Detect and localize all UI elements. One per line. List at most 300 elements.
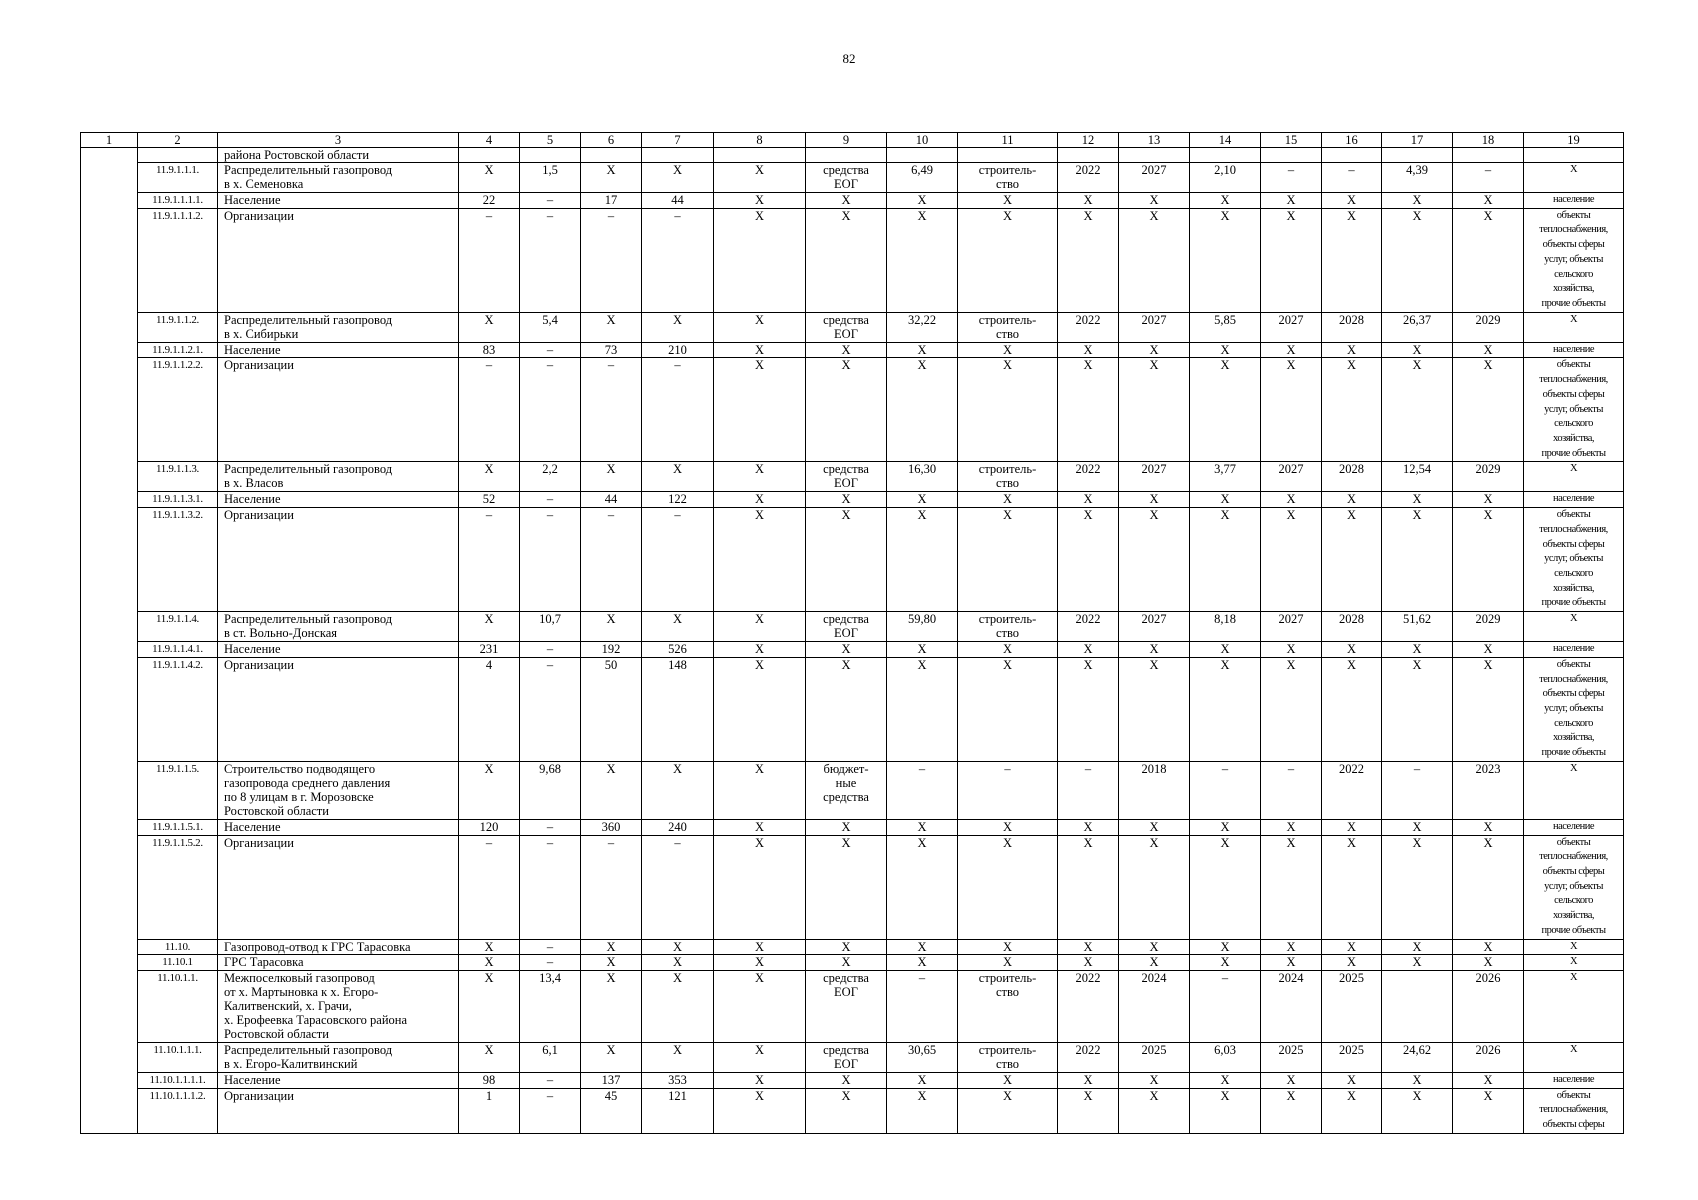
table-cell-col-9: [806, 193, 887, 209]
cell-text-line: 6,49: [911, 163, 933, 177]
table-cell-col-4: [459, 657, 520, 761]
table-cell-col-14: [1190, 642, 1261, 658]
table-row: [81, 148, 1624, 163]
table-cell-col-5: [520, 612, 581, 642]
table-cell-col-19: [1524, 163, 1624, 193]
table-cell-col-11: [958, 508, 1058, 612]
cell-text-line: –: [546, 657, 554, 672]
table-cell-col-16: [1322, 657, 1382, 761]
cell-text-line: ЕОГ: [834, 476, 858, 491]
table-cell-col-18: [1453, 835, 1524, 939]
cell-text-line: Х: [841, 342, 851, 357]
cell-text-line: 2027: [1278, 312, 1304, 327]
cell-text-line: население: [1552, 194, 1595, 205]
table-cell-col-12: [1058, 657, 1119, 761]
table-cell-col-18: [1453, 208, 1524, 312]
table-cell-col-15: [1261, 939, 1322, 955]
cell-text-line: Х: [484, 970, 494, 985]
table-cell-col-13: [1119, 1042, 1190, 1072]
cell-text-line: теплоснабжения,: [1539, 673, 1608, 685]
table-cell-col-11: [958, 358, 1058, 462]
table-cell-col-2: [138, 612, 218, 642]
table-cell-col-11: [958, 462, 1058, 492]
table-cell-col-7: [642, 1042, 714, 1072]
table-cell-col-5: [520, 193, 581, 209]
column-number-7: 7: [642, 133, 714, 148]
table-cell-col-7: [642, 939, 714, 955]
cell-text-line: Х: [1286, 819, 1296, 834]
table-cell-col-14: [1190, 657, 1261, 761]
table-row: [81, 193, 1624, 209]
cell-text-line: 50: [604, 657, 618, 672]
table-cell-col-15: [1261, 970, 1322, 1042]
table-cell-col-14: [1190, 148, 1261, 163]
cell-text-line: Х: [1286, 492, 1296, 507]
cell-text-line: средства: [823, 789, 869, 804]
cell-text-line: 16,30: [907, 462, 937, 477]
table-cell-col-14: [1190, 939, 1261, 955]
table-cell-col-7: [642, 193, 714, 209]
table-cell-col-2: [138, 358, 218, 462]
cell-text-line: 2024: [1278, 970, 1304, 985]
cell-text-line: средства: [823, 312, 869, 327]
table-cell-col-8: [714, 342, 806, 358]
cell-text-line: Х: [1346, 642, 1357, 657]
table-cell-col-9: [806, 657, 887, 761]
table-cell-col-5: [520, 342, 581, 358]
table-cell-col-12: [1058, 612, 1119, 642]
cell-text-line: 98: [482, 1072, 496, 1087]
cell-text-line: Х: [754, 835, 765, 850]
table-cell-col-9: [806, 163, 887, 193]
table-cell-col-15: [1261, 819, 1322, 835]
table-cell-col-4: [459, 939, 520, 955]
table-cell-col-6: [581, 761, 642, 819]
cell-text-line: услуг, объекты: [1544, 880, 1603, 892]
cell-text-line: Х: [1286, 835, 1296, 850]
table-cell-col-16: [1322, 1072, 1382, 1088]
table-cell-col-10: [887, 1088, 958, 1133]
cell-text-line: 192: [601, 642, 621, 657]
cell-text-line: –: [546, 193, 554, 207]
table-cell-col-9: [806, 492, 887, 508]
cell-text-line: Х: [917, 342, 927, 357]
table-cell-col-8: [714, 148, 806, 163]
table-cell-col-7: [642, 955, 714, 971]
cell-text-line: Х: [841, 955, 851, 970]
table-row: [81, 1088, 1624, 1133]
table-cell-col-10: [887, 342, 958, 358]
table-cell-col-19: [1524, 761, 1624, 819]
cell-text-line: 44: [604, 492, 618, 507]
table-cell-col-12: [1058, 358, 1119, 462]
cell-text-line: теплоснабжения,: [1539, 1104, 1608, 1116]
cell-text-line: 2025: [1278, 1042, 1304, 1057]
table-cell-col-9: [806, 612, 887, 642]
cell-text-line: сельского: [1554, 268, 1593, 280]
cell-text-line: 11.9.1.1.2.1.: [152, 343, 203, 356]
cell-text-line: 2022: [1075, 462, 1101, 477]
table-cell-col-12: [1058, 163, 1119, 193]
table-cell-col-17: [1382, 1042, 1453, 1072]
table-cell-col-6: [581, 835, 642, 939]
table-row: [81, 955, 1624, 971]
cell-text-line: Х: [754, 955, 765, 970]
table-cell-col-16: [1322, 163, 1382, 193]
table-cell-col-16: [1322, 1042, 1382, 1072]
cell-text-line: 12,54: [1402, 462, 1432, 477]
table-cell-col-13: [1119, 970, 1190, 1042]
table-cell-col-4: [459, 970, 520, 1042]
table-cell-col-19: [1524, 819, 1624, 835]
cell-text-line: Х: [1149, 208, 1159, 223]
table-cell-col-6: [581, 312, 642, 342]
table-cell-col-10: [887, 462, 958, 492]
table-cell-col-9: [806, 148, 887, 163]
cell-text-line: Х: [1569, 762, 1578, 774]
cell-text-line: в х. Сибирьки: [224, 326, 299, 341]
table-cell-col-10: [887, 970, 958, 1042]
table-cell-col-2: [138, 462, 218, 492]
table-cell-col-16: [1322, 312, 1382, 342]
cell-text-line: Х: [917, 208, 927, 223]
table-cell-col-2: [138, 761, 218, 819]
cell-text-line: Х: [917, 955, 927, 970]
cell-text-line: Х: [1220, 508, 1230, 523]
table-cell-col-16: [1322, 612, 1382, 642]
table-cell-col-17: [1382, 970, 1453, 1042]
cell-text-line: Х: [754, 612, 765, 627]
cell-text-line: Х: [606, 939, 616, 954]
cell-text-line: –: [546, 955, 554, 970]
cell-text-line: строитель-: [978, 462, 1037, 477]
cell-text-line: средства: [823, 612, 869, 627]
cell-text-line: Х: [672, 1042, 683, 1057]
table-cell-col-18: [1453, 462, 1524, 492]
table-cell-col-17: [1382, 761, 1453, 819]
table-cell-col-3: [218, 835, 459, 939]
cell-text-line: Х: [1220, 193, 1230, 207]
cell-text-line: прочие объекты: [1541, 297, 1606, 309]
cell-text-line: –: [546, 342, 554, 357]
table-cell-col-2: [138, 642, 218, 658]
table-cell-col-13: [1119, 163, 1190, 193]
column-number-14: 14: [1190, 133, 1261, 148]
cell-text-line: ство: [995, 984, 1020, 999]
cell-text-line: прочие объекты: [1541, 924, 1606, 936]
table-cell-col-16: [1322, 939, 1382, 955]
cell-text-line: строитель-: [978, 163, 1037, 177]
table-cell-col-10: [887, 358, 958, 462]
cell-text-line: хозяйства,: [1552, 283, 1595, 295]
cell-text-line: 137: [601, 1072, 621, 1087]
cell-text-line: 2028: [1339, 462, 1364, 477]
table-cell-col-10: [887, 1072, 958, 1088]
table-cell-col-4: [459, 955, 520, 971]
column-number-6: 6: [581, 133, 642, 148]
table-cell-col-3: [218, 163, 459, 193]
cell-text-line: 32,22: [907, 312, 937, 327]
table-cell-col-18: [1453, 939, 1524, 955]
cell-text-line: 231: [479, 642, 499, 657]
table-cell-col-3: [218, 939, 459, 955]
cell-text-line: 2029: [1475, 312, 1501, 327]
cell-text-line: Х: [1220, 342, 1230, 357]
cell-text-line: Х: [1346, 657, 1357, 672]
table-cell-col-8: [714, 657, 806, 761]
cell-text-line: 2018: [1141, 761, 1167, 776]
table-cell-col-18: [1453, 148, 1524, 163]
cell-text-line: Х: [606, 761, 616, 776]
table-cell-col-9: [806, 1088, 887, 1133]
cell-text-line: 2027: [1141, 163, 1167, 177]
cell-text-line: Х: [1220, 955, 1230, 970]
table-cell-col-19: [1524, 508, 1624, 612]
cell-text-line: Х: [1286, 508, 1296, 523]
cell-text-line: Организации: [224, 657, 294, 672]
table-cell-col-18: [1453, 1042, 1524, 1072]
table-cell-col-16: [1322, 835, 1382, 939]
cell-text-line: 11.9.1.1.1.1.: [152, 194, 203, 206]
table-cell-col-13: [1119, 761, 1190, 819]
table-cell-col-16: [1322, 342, 1382, 358]
cell-text-line: 17: [604, 193, 618, 207]
cell-text-line: –: [546, 939, 554, 954]
cell-text-line: Х: [1220, 358, 1230, 373]
table-cell-col-13: [1119, 193, 1190, 209]
table-cell-col-11: [958, 657, 1058, 761]
cell-text-line: Х: [1220, 835, 1230, 850]
cell-text-line: Х: [1346, 1088, 1357, 1103]
table-cell-col-10: [887, 955, 958, 971]
table-cell-col-16: [1322, 970, 1382, 1042]
table-cell-col-18: [1453, 492, 1524, 508]
cell-text-line: в х. Власов: [224, 476, 284, 491]
column-number-9: 9: [806, 133, 887, 148]
table-cell-col-5: [520, 1088, 581, 1133]
cell-text-line: 1,5: [542, 163, 558, 177]
column-number-18: 18: [1453, 133, 1524, 148]
table-cell-col-14: [1190, 208, 1261, 312]
cell-text-line: средства: [823, 462, 869, 477]
cell-text-line: Х: [1002, 358, 1013, 373]
table-cell-col-7: [642, 148, 714, 163]
table-cell-col-14: [1190, 462, 1261, 492]
table-cell-col-2: [138, 970, 218, 1042]
cell-text-line: Организации: [224, 358, 294, 373]
cell-text-line: Х: [484, 1042, 494, 1057]
table-cell-col-12: [1058, 208, 1119, 312]
cell-text-line: Х: [484, 939, 494, 954]
cell-text-line: Х: [1002, 193, 1013, 207]
table-cell-col-11: [958, 312, 1058, 342]
cell-text-line: 5,85: [1214, 312, 1236, 327]
cell-text-line: Х: [1483, 657, 1493, 672]
table-cell-col-9: [806, 761, 887, 819]
cell-text-line: Х: [917, 508, 927, 523]
cell-text-line: Х: [1083, 939, 1093, 954]
cell-text-line: 83: [482, 342, 496, 357]
cell-text-line: 210: [668, 342, 687, 357]
cell-text-line: Население: [224, 342, 281, 357]
table-cell-col-19: [1524, 642, 1624, 658]
cell-text-line: Х: [1149, 358, 1159, 373]
cell-text-line: теплоснабжения,: [1539, 374, 1608, 386]
table-cell-col-10: [887, 819, 958, 835]
cell-text-line: Х: [1412, 492, 1422, 507]
cell-text-line: –: [546, 492, 554, 507]
column-number-8: 8: [714, 133, 806, 148]
cell-text-line: Х: [917, 1088, 927, 1103]
cell-text-line: Х: [1412, 835, 1422, 850]
cell-text-line: Х: [606, 462, 616, 477]
cell-text-line: Х: [1569, 956, 1578, 968]
table-cell-col-13: [1119, 358, 1190, 462]
table-cell-col-7: [642, 208, 714, 312]
cell-text-line: –: [674, 508, 681, 523]
cell-text-line: –: [485, 358, 493, 373]
cell-text-line: –: [546, 508, 554, 523]
table-cell-col-3: [218, 492, 459, 508]
table-cell-col-15: [1261, 1042, 1322, 1072]
cell-text-line: 6,1: [542, 1042, 558, 1057]
cell-text-line: Х: [1483, 819, 1493, 834]
table-cell-col-19: [1524, 208, 1624, 312]
cell-text-line: Х: [1002, 835, 1013, 850]
cell-text-line: –: [1413, 761, 1421, 776]
cell-text-line: –: [1221, 761, 1229, 776]
table-cell-col-5: [520, 163, 581, 193]
table-cell-col-11: [958, 163, 1058, 193]
cell-text-line: Х: [1083, 819, 1093, 834]
table-cell-col-11: [958, 612, 1058, 642]
table-cell-col-13: [1119, 492, 1190, 508]
cell-text-line: –: [918, 970, 926, 985]
cell-text-line: 2029: [1475, 612, 1501, 627]
cell-text-line: 51,62: [1402, 612, 1432, 627]
table-cell-col-13: [1119, 148, 1190, 163]
table-cell-col-19: [1524, 312, 1624, 342]
cell-text-line: 6,03: [1214, 1042, 1236, 1057]
table-cell-col-16: [1322, 761, 1382, 819]
cell-text-line: Распределительный газопровод: [224, 1042, 393, 1057]
cell-text-line: строитель-: [978, 1042, 1037, 1057]
cell-text-line: Х: [917, 657, 927, 672]
cell-text-line: в ст. Вольно-Донская: [224, 626, 338, 641]
table-cell-col-12: [1058, 342, 1119, 358]
table-cell-col-13: [1119, 819, 1190, 835]
table-cell-col-15: [1261, 761, 1322, 819]
cell-text-line: 11.9.1.1.3.: [155, 463, 200, 476]
cell-text-line: Ростовской области: [224, 803, 329, 818]
cell-text-line: Х: [484, 462, 494, 477]
cell-text-line: Х: [917, 1072, 927, 1087]
cell-text-line: Х: [1149, 939, 1159, 954]
cell-text-line: Организации: [224, 508, 294, 523]
cell-text-line: Х: [1286, 939, 1296, 954]
table-cell-col-12: [1058, 970, 1119, 1042]
cell-text-line: 9,68: [539, 761, 561, 776]
table-cell-col-8: [714, 208, 806, 312]
cell-text-line: Х: [1483, 642, 1493, 657]
table-cell-col-11: [958, 1088, 1058, 1133]
cell-text-line: Х: [1149, 508, 1159, 523]
table-cell-col-9: [806, 1072, 887, 1088]
table-cell-col-4: [459, 193, 520, 209]
cell-text-line: Х: [1483, 358, 1493, 373]
table-row: [81, 208, 1624, 312]
column-number-10: 10: [887, 133, 958, 148]
table-cell-col-15: [1261, 208, 1322, 312]
cell-text-line: Х: [754, 312, 765, 327]
cell-text-line: 10,7: [539, 612, 561, 627]
table-cell-col-14: [1190, 358, 1261, 462]
table-cell-col-9: [806, 1042, 887, 1072]
cell-text-line: –: [1287, 761, 1295, 776]
cell-text-line: объекты: [1556, 509, 1591, 521]
cell-text-line: ство: [995, 1056, 1020, 1071]
table-cell-col-3: [218, 148, 459, 163]
cell-text-line: 2025: [1339, 1042, 1364, 1057]
table-cell-col-18: [1453, 312, 1524, 342]
cell-text-line: Х: [1083, 208, 1093, 223]
table-cell-col-5: [520, 819, 581, 835]
cell-text-line: от х. Мартыновка к х. Егоро-: [224, 984, 379, 999]
column-number-13: 13: [1119, 133, 1190, 148]
table-cell-col-13: [1119, 657, 1190, 761]
cell-text-line: Х: [1149, 642, 1159, 657]
table-cell-col-10: [887, 148, 958, 163]
cell-text-line: 44: [671, 193, 684, 207]
cell-text-line: Х: [1412, 208, 1422, 223]
cell-text-line: Население: [224, 819, 281, 834]
table-cell-col-7: [642, 642, 714, 658]
table-cell-col-12: [1058, 312, 1119, 342]
table-row: [81, 163, 1624, 193]
column-number-16: 16: [1322, 133, 1382, 148]
table-cell-col-3: [218, 819, 459, 835]
table-cell-col-15: [1261, 1088, 1322, 1133]
table-cell-col-7: [642, 1088, 714, 1133]
cell-text-line: 30,65: [907, 1042, 937, 1057]
cell-text-line: Х: [1002, 642, 1013, 657]
cell-text-line: Х: [754, 642, 765, 657]
table-cell-col-4: [459, 342, 520, 358]
cell-text-line: Х: [1220, 939, 1230, 954]
table-cell-col-15: [1261, 508, 1322, 612]
cell-text-line: население: [1552, 1073, 1595, 1085]
table-cell-col-8: [714, 1088, 806, 1133]
cell-text-line: Х: [1412, 642, 1422, 657]
table-cell-col-14: [1190, 312, 1261, 342]
table-cell-col-2: [138, 148, 218, 163]
table-cell-col-9: [806, 642, 887, 658]
cell-text-line: –: [546, 835, 554, 850]
cell-text-line: Х: [754, 761, 765, 776]
table-cell-col-3: [218, 761, 459, 819]
table-cell-col-2: [138, 835, 218, 939]
table-cell-col-5: [520, 642, 581, 658]
cell-text-line: –: [607, 358, 615, 373]
table-row: [81, 1072, 1624, 1088]
cell-text-line: Х: [754, 657, 765, 672]
cell-text-line: Организации: [224, 1088, 294, 1103]
cell-text-line: газопровода среднего давления: [224, 775, 391, 790]
cell-text-line: Х: [1002, 1072, 1013, 1087]
cell-text-line: Х: [1483, 955, 1493, 970]
cell-text-line: теплоснабжения,: [1539, 224, 1608, 236]
cell-text-line: –: [674, 835, 681, 850]
